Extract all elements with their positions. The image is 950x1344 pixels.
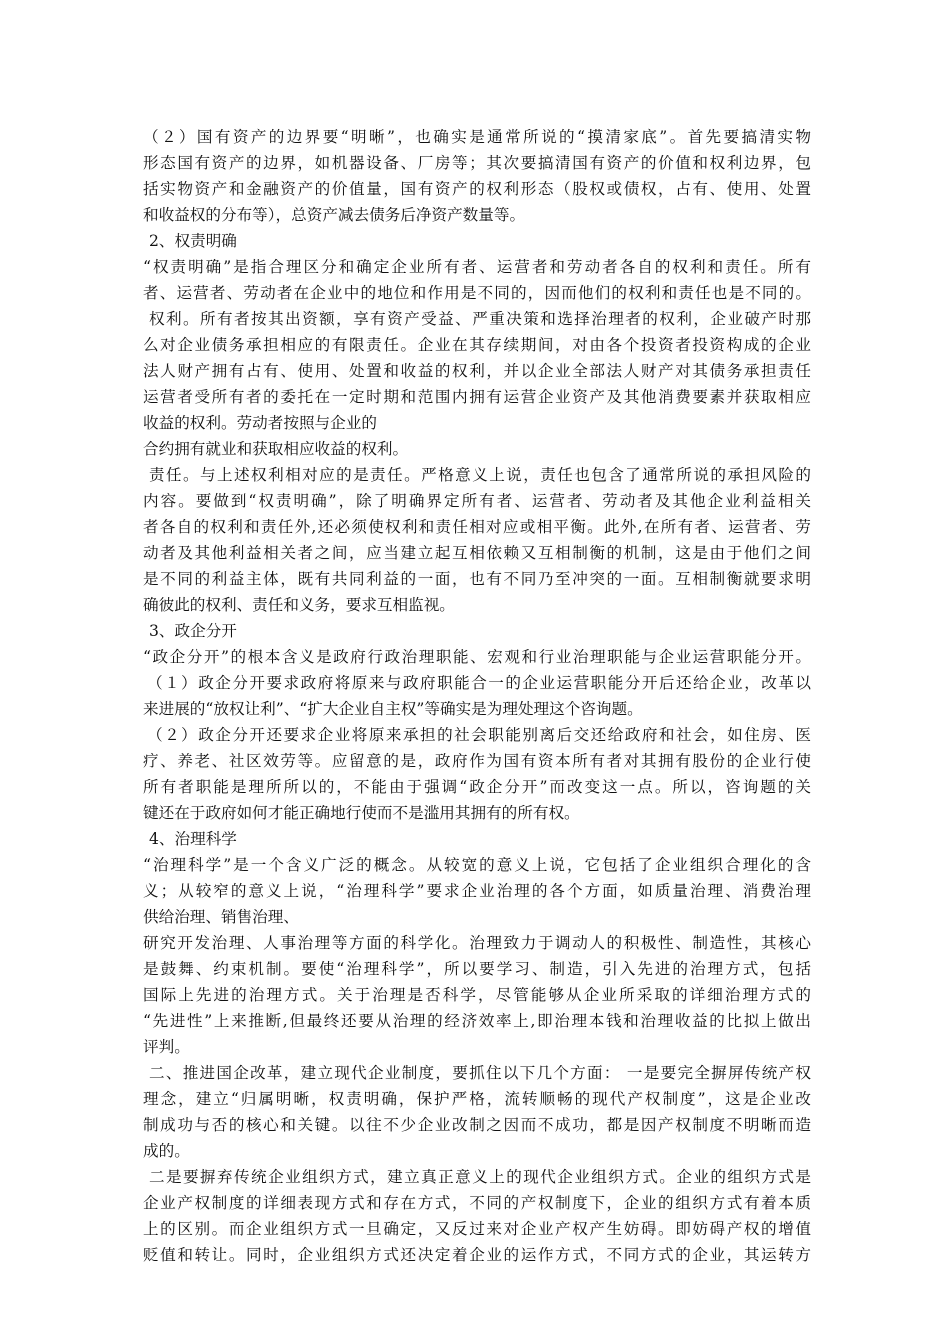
paragraph-line: 者、运营者、劳动者在企业中的地位和作用是不同的，因而他们的权利和责任也是不同的。: [143, 284, 811, 302]
paragraph-line: 成的。: [143, 1142, 190, 1160]
paragraph-line: 内容。要做到“权责明确”，除了明确界定所有者、运营者、劳动者及其他企业利益相关: [143, 492, 811, 510]
paragraph-line: 么对企业债务承担相应的有限责任。企业在其存续期间，对由各个投资者投资构成的企业: [143, 336, 811, 354]
paragraph-line: 是鼓舞、约束机制。要使“治理科学”，所以要学习、制造，引入先进的治理方式，包括: [143, 960, 811, 978]
paragraph-line: （２）国有资产的边界要“明晰”，也确实是通常所说的“摸清家底”。首先要搞清实物: [143, 128, 811, 146]
paragraph-line: 合约拥有就业和获取相应收益的权利。: [143, 440, 409, 458]
paragraph-line: 者各自的权利和责任外,还必须使权利和责任相对应或相平衡。此外,在所有者、运营者、劳: [143, 518, 811, 536]
paragraph-line: 法人财产拥有占有、使用、处置和收益的权利，并以企业全部法人财产对其债务承担责任: [143, 362, 811, 380]
paragraph-line: 动者及其他利益相关者之间，应当建立起互相依赖又互相制衡的机制，这是由于他们之间: [143, 544, 811, 562]
paragraph-line: 二是要摒弃传统企业组织方式，建立真正意义上的现代企业组织方式。企业的组织方式是: [149, 1168, 811, 1186]
paragraph-line: 括实物资产和金融资产的价值量，国有资产的权利形态（股权或债权，占有、使用、处置: [143, 180, 811, 198]
paragraph-line: 是不同的利益主体，既有共同利益的一面，也有不同乃至冲突的一面。互相制衡就要求明: [143, 570, 811, 588]
paragraph-line: “治理科学”是一个含义广泛的概念。从较宽的意义上说，它包括了企业组织合理化的含: [143, 856, 811, 874]
paragraph-line: 键还在于政府如何才能正确地行使而不是滥用其拥有的所有权。: [143, 804, 580, 822]
paragraph-line: “政企分开”的根本含义是政府行政治理职能、宏观和行业治理职能与企业运营职能分开。: [143, 648, 811, 666]
document-body: [143, 124, 811, 1268]
paragraph-line: 企业产权制度的详细表现方式和存在方式，不同的产权制度下，企业的组织方式有着本质: [143, 1194, 811, 1212]
paragraph-line: 和收益权的分布等），总资产减去债务后净资产数量等。: [143, 206, 526, 224]
paragraph-line: 二、推进国企改革，建立现代企业制度，要抓住以下几个方面： 一是要完全摒屏传统产权: [149, 1064, 811, 1082]
paragraph-line: 疗、养老、社区效劳等。应留意的是，政府作为国有资本所有者对其拥有股份的企业行使: [143, 752, 811, 770]
paragraph-line: 上的区别。而企业组织方式一旦确定，又反过来对企业产权产生妨碍。即妨碍产权的增值: [143, 1220, 811, 1238]
paragraph-line: 供给治理、销售治理、: [143, 908, 299, 926]
paragraph-line: “权责明确”是指合理区分和确定企业所有者、运营者和劳动者各自的权利和责任。所有: [143, 258, 811, 276]
section-heading: 2、权责明确: [149, 232, 237, 250]
paragraph-line: 研究开发治理、人事治理等方面的科学化。治理致力于调动人的积极性、制造性，其核心: [143, 934, 811, 952]
paragraph-line: 贬值和转让。同时，企业组织方式还决定着企业的运作方式，不同方式的企业，其运转方: [143, 1246, 811, 1264]
paragraph-line: 收益的权利。劳动者按照与企业的: [143, 414, 377, 432]
section-heading: 4、治理科学: [149, 830, 237, 848]
paragraph-line: 义；从较窄的意义上说，“治理科学”要求企业治理的各个方面，如质量治理、消费治理: [143, 882, 811, 900]
paragraph-line: 评判。: [143, 1038, 190, 1056]
paragraph-line: 来进展的“放权让利”、“扩大企业自主权”等确实是为理处理这个咨询题。: [143, 700, 643, 718]
paragraph-line: 责任。与上述权利相对应的是责任。严格意义上说，责任也包含了通常所说的承担风险的: [149, 466, 811, 484]
paragraph-line: 所有者职能是理所所以的，不能由于强调“政企分开”而改变这一点。所以，咨询题的关: [143, 778, 811, 796]
paragraph-line: 确彼此的权利、责任和义务，要求互相监视。: [143, 596, 455, 614]
paragraph-line: 形态国有资产的边界，如机器设备、厂房等；其次要搞清国有资产的价值和权利边界，包: [143, 154, 811, 172]
paragraph-line: （２）政企分开还要求企业将原来承担的社会职能别离后交还给政府和社会，如住房、医: [147, 726, 811, 744]
paragraph-line: 理念，建立“归属明晰，权责明确，保护严格，流转顺畅的现代产权制度”，这是企业改: [143, 1090, 811, 1108]
paragraph-line: （１）政企分开要求政府将原来与政府职能合一的企业运营职能分开后还给企业，改革以: [147, 674, 811, 692]
paragraph-line: 制成功与否的核心和关键。以往不少企业改制之因而不成功，都是因产权制度不明晰而造: [143, 1116, 811, 1134]
paragraph-line: 运营者受所有者的委托在一定时期和范围内拥有运营企业资产及其他消费要素并获取相应: [143, 388, 811, 406]
paragraph-line: 权利。所有者按其出资额，享有资产受益、严重决策和选择治理者的权利，企业破产时那: [149, 310, 811, 328]
paragraph-line: “先进性”上来推断,但最终还要从治理的经济效率上,即治理本钱和治理收益的比拟上做出: [143, 1012, 811, 1030]
section-heading: 3、政企分开: [149, 622, 237, 640]
paragraph-line: 国际上先进的治理方式。关于治理是否科学，尽管能够从企业所采取的详细治理方式的: [143, 986, 811, 1004]
